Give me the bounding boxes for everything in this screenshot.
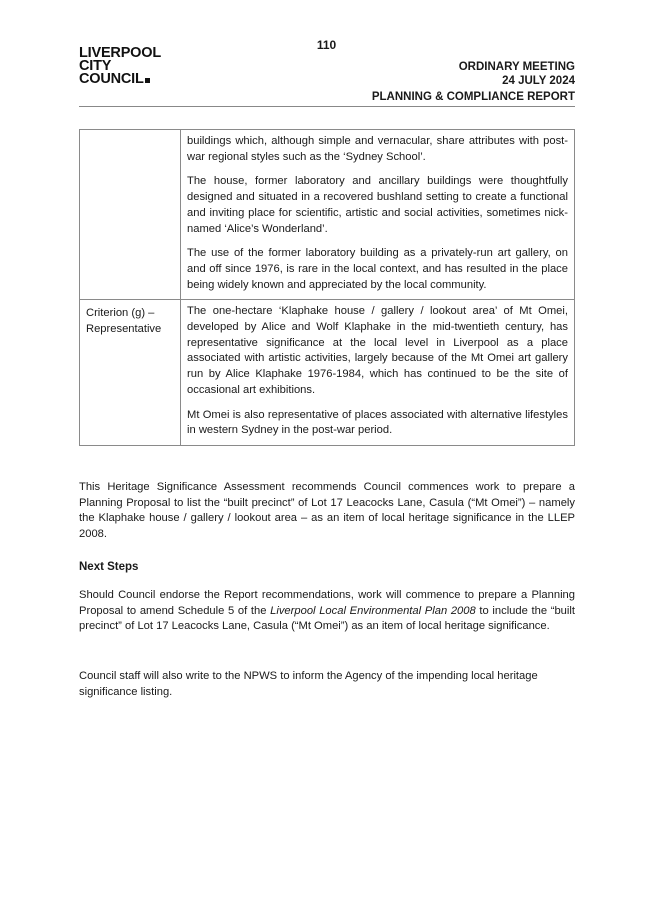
meeting-date: 24 JULY 2024 [502,75,575,87]
next-steps-heading: Next Steps [79,561,139,573]
table-row [80,130,575,300]
council-logo [79,47,161,86]
next-steps-paragraph [79,588,575,635]
npws-text: Council staff will also write to the NPWS to inform the Agency of the impending local heritage significance listing. [79,670,538,698]
next-steps-text-start: Should Council endorse the Report recommendations, work will commence to prepare a Planning Proposal to amend Schedule 5 of the [79,589,575,617]
meeting-info [459,60,575,88]
page-number: 110 [316,38,337,52]
criterion-paragraph: The one-hectare ‘Klaphake house / gallery / lookout area’ of Mt Omei, developed by Alice and Wolf Klaphake in the mid-twentieth century, has representative significance at the local level in Liverpool as a place associated with artistic activities, largely because of the Mt Omei art gallery run by Alice Klaphake 1976-1984, which has continued to be the site of occasional art exhibitions. [187,305,568,396]
next-steps-text [79,588,575,635]
header-divider [79,106,575,107]
npws-paragraph [79,669,575,700]
criterion-label [80,130,181,300]
criterion-paragraph: The house, former laboratory and ancillary buildings were thoughtfully designed and situated in a recovered bushland setting to create a functional and inviting place for scientific, artistic and social activities, sometimes nick-named ‘Alice’s Wonderland’. [187,175,568,235]
criterion-paragraph: Mt Omei is also representative of places associated with alternative lifestyles in western Sydney in the post-war period. [187,408,568,437]
table-row [80,300,575,446]
plan-title: Liverpool Local Environmental Plan 2008 [270,604,476,617]
criterion-paragraph: The use of the former laboratory building as a privately-run art gallery, on and off since 1976, is rare in the local context, and has resulted in the place being widely known and appreciated by the local community. [187,247,568,291]
criterion-content [181,300,575,446]
assessment-text: This Heritage Significance Assessment recommends Council commences work to prepare a Planning Proposal to list the “built precinct” of Lot 17 Leacocks Lane, Casula (“Mt Omei”) – namely the Klaphake house / gallery / lookout area – as an item of local heritage significance in the LLEP 2008. [79,481,575,541]
logo-dot-icon [145,78,150,83]
significance-criteria-table [79,129,575,446]
logo-line-1: LIVERPOOL [79,45,161,61]
criterion-content [181,130,575,300]
criterion-paragraph: buildings which, although simple and vernacular, share attributes with post-war regional styles such as the ‘Sydney School’. [187,135,568,163]
logo-line-3-wrap [79,73,161,86]
report-title: PLANNING & COMPLIANCE REPORT [371,91,575,103]
logo-line-2: CITY [79,58,112,74]
assessment-paragraph [79,480,575,543]
meeting-name: ORDINARY MEETING [458,61,575,73]
next-steps-text-end: to include the “built precinct” of Lot 17 Leacocks Lane, Casula (“Mt Omei”) as an item of local heritage significance. [79,604,575,633]
criterion-label: Criterion (g) – Representative [80,300,181,446]
logo-line-3: COUNCIL [79,71,144,87]
